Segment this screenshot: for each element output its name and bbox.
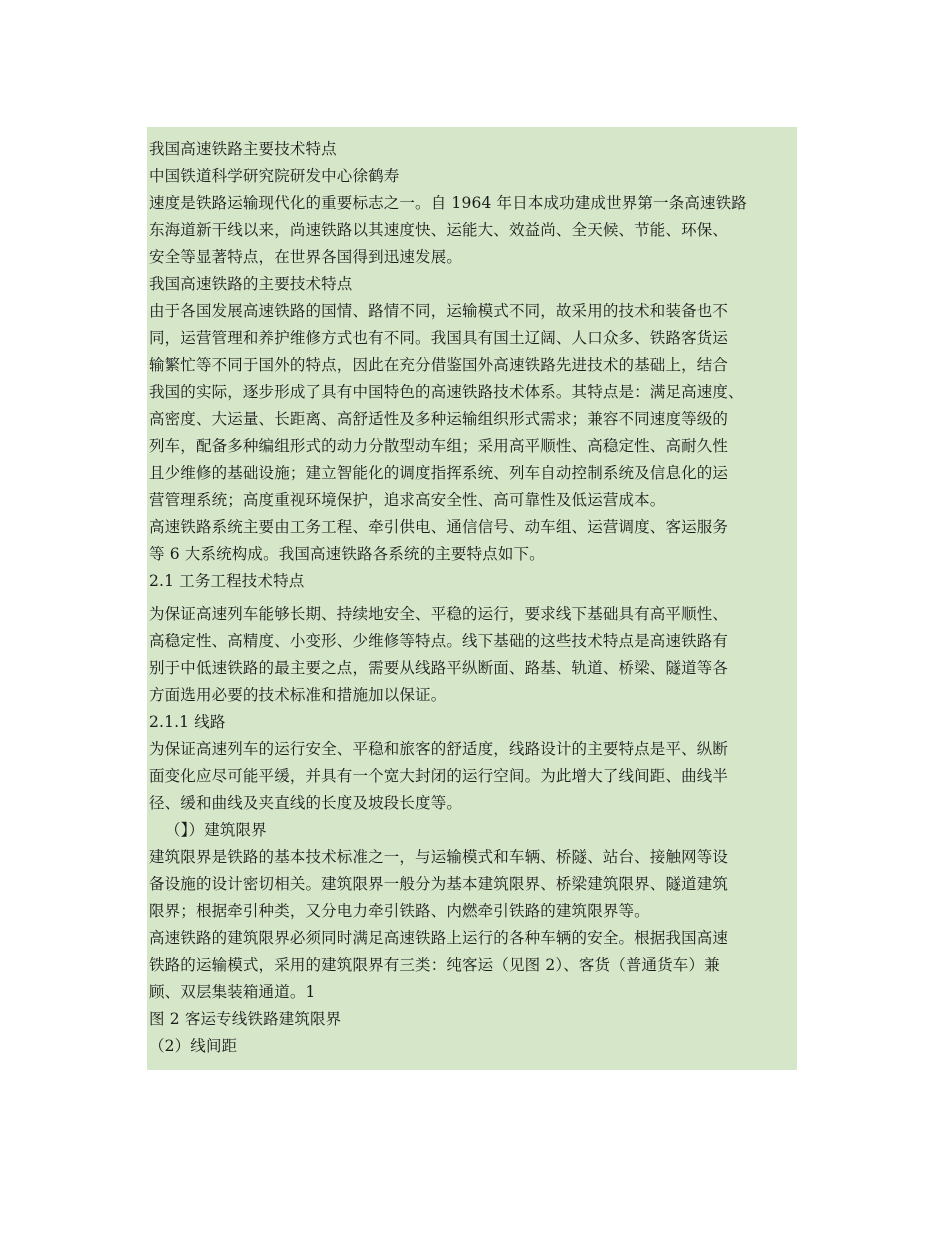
paragraph-line: 列车，配备多种编组形式的动力分散型动车组；采用高平顺性、高稳定性、高耐久性 (149, 437, 729, 455)
paragraph-line: 为保证高速列车能够长期、持续地安全、平稳的运行，要求线下基础具有高平顺性、 (149, 605, 729, 623)
paragraph-line: 别于中低速铁路的最主要之点，需要从线路平纵断面、路基、轨道、桥梁、隧道等各 (149, 659, 729, 677)
subsection-heading: 2.1.1 线路 (149, 713, 226, 731)
paragraph-line: 径、缓和曲线及夹直线的长度及坡段长度等。 (149, 794, 463, 812)
paragraph-line: 高速铁路的建筑限界必须同时满足高速铁路上运行的各种车辆的安全。根据我国高速 (149, 929, 729, 947)
paragraph-line: 高稳定性、高精度、小变形、少维修等特点。线下基础的这些技术特点是高速铁路有 (149, 632, 729, 650)
paragraph-line: 为保证高速列车的运行安全、平稳和旅客的舒适度，线路设计的主要特点是平、纵断 (149, 740, 729, 758)
paragraph-line: 高速铁路系统主要由工务工程、牵引供电、通信信号、动车组、运营调度、客运服务 (149, 518, 729, 536)
section-heading: 2.1 工务工程技术特点 (149, 572, 305, 590)
paragraph-line: 铁路的运输模式，采用的建筑限界有三类：纯客运（见图 2）、客货（普通货车）兼 (149, 956, 720, 974)
paragraph-line: 且少维修的基础设施；建立智能化的调度指挥系统、列车自动控制系统及信息化的运 (149, 464, 729, 482)
author-line: 中国铁道科学研究院研发中心徐鹤寿 (149, 167, 400, 185)
section-heading: 我国高速铁路的主要技术特点 (149, 275, 353, 293)
paragraph-line: 顾、双层集装箱通道。1 (149, 983, 316, 1001)
document-title: 我国高速铁路主要技术特点 (149, 140, 337, 158)
paragraph-line: 方面选用必要的技术标准和措施加以保证。 (149, 686, 447, 704)
item-heading: （】）建筑限界 (165, 821, 267, 839)
paragraph-line: 安全等显著特点，在世界各国得到迅速发展。 (149, 248, 463, 266)
figure-caption: 图 2 客运专线铁路建筑限界 (149, 1010, 342, 1028)
paragraph-line: 限界；根据牵引种类，又分电力牵引铁路、内燃牵引铁路的建筑限界等。 (149, 902, 650, 920)
paragraph-line: 我国的实际，逐步形成了具有中国特色的高速铁路技术体系。其特点是：满足高速度、 (149, 383, 744, 401)
paragraph-line: 备设施的设计密切相关。建筑限界一般分为基本建筑限界、桥梁建筑限界、隧道建筑 (149, 875, 729, 893)
paragraph-line: 输繁忙等不同于国外的特点，因此在充分借鉴国外高速铁路先进技术的基础上，结合 (149, 356, 729, 374)
paragraph-line: 东海道新干线以来，尚速铁路以其速度快、运能大、效益尚、全天候、节能、环保、 (149, 221, 729, 239)
item-heading: （2）线间距 (149, 1037, 238, 1055)
paragraph-line: 高密度、大运量、长距离、高舒适性及多种运输组织形式需求；兼容不同速度等级的 (149, 410, 729, 428)
paragraph-line: 速度是铁路运输现代化的重要标志之一。自 1964 年日本成功建成世界第一条高速铁路 (149, 194, 747, 212)
paragraph-line: 由于各国发展高速铁路的国情、路情不同，运输模式不同，故采用的技术和装备也不 (149, 302, 729, 320)
paragraph-line: 同，运营管理和养护维修方式也有不同。我国具有国土辽阔、人口众多、铁路客货运 (149, 329, 729, 347)
document-block (147, 127, 797, 1070)
paragraph-line: 建筑限界是铁路的基本技术标准之一，与运输模式和车辆、桥隧、站台、接触网等设 (149, 848, 729, 866)
paragraph-line: 等 6 大系统构成。我国高速铁路各系统的主要特点如下。 (149, 545, 545, 563)
paragraph-line: 面变化应尽可能平缓，并具有一个宽大封闭的运行空间。为此增大了线间距、曲线半 (149, 767, 729, 785)
paragraph-line: 营管理系统；高度重视环境保护，追求高安全性、高可靠性及低运营成本。 (149, 491, 666, 509)
